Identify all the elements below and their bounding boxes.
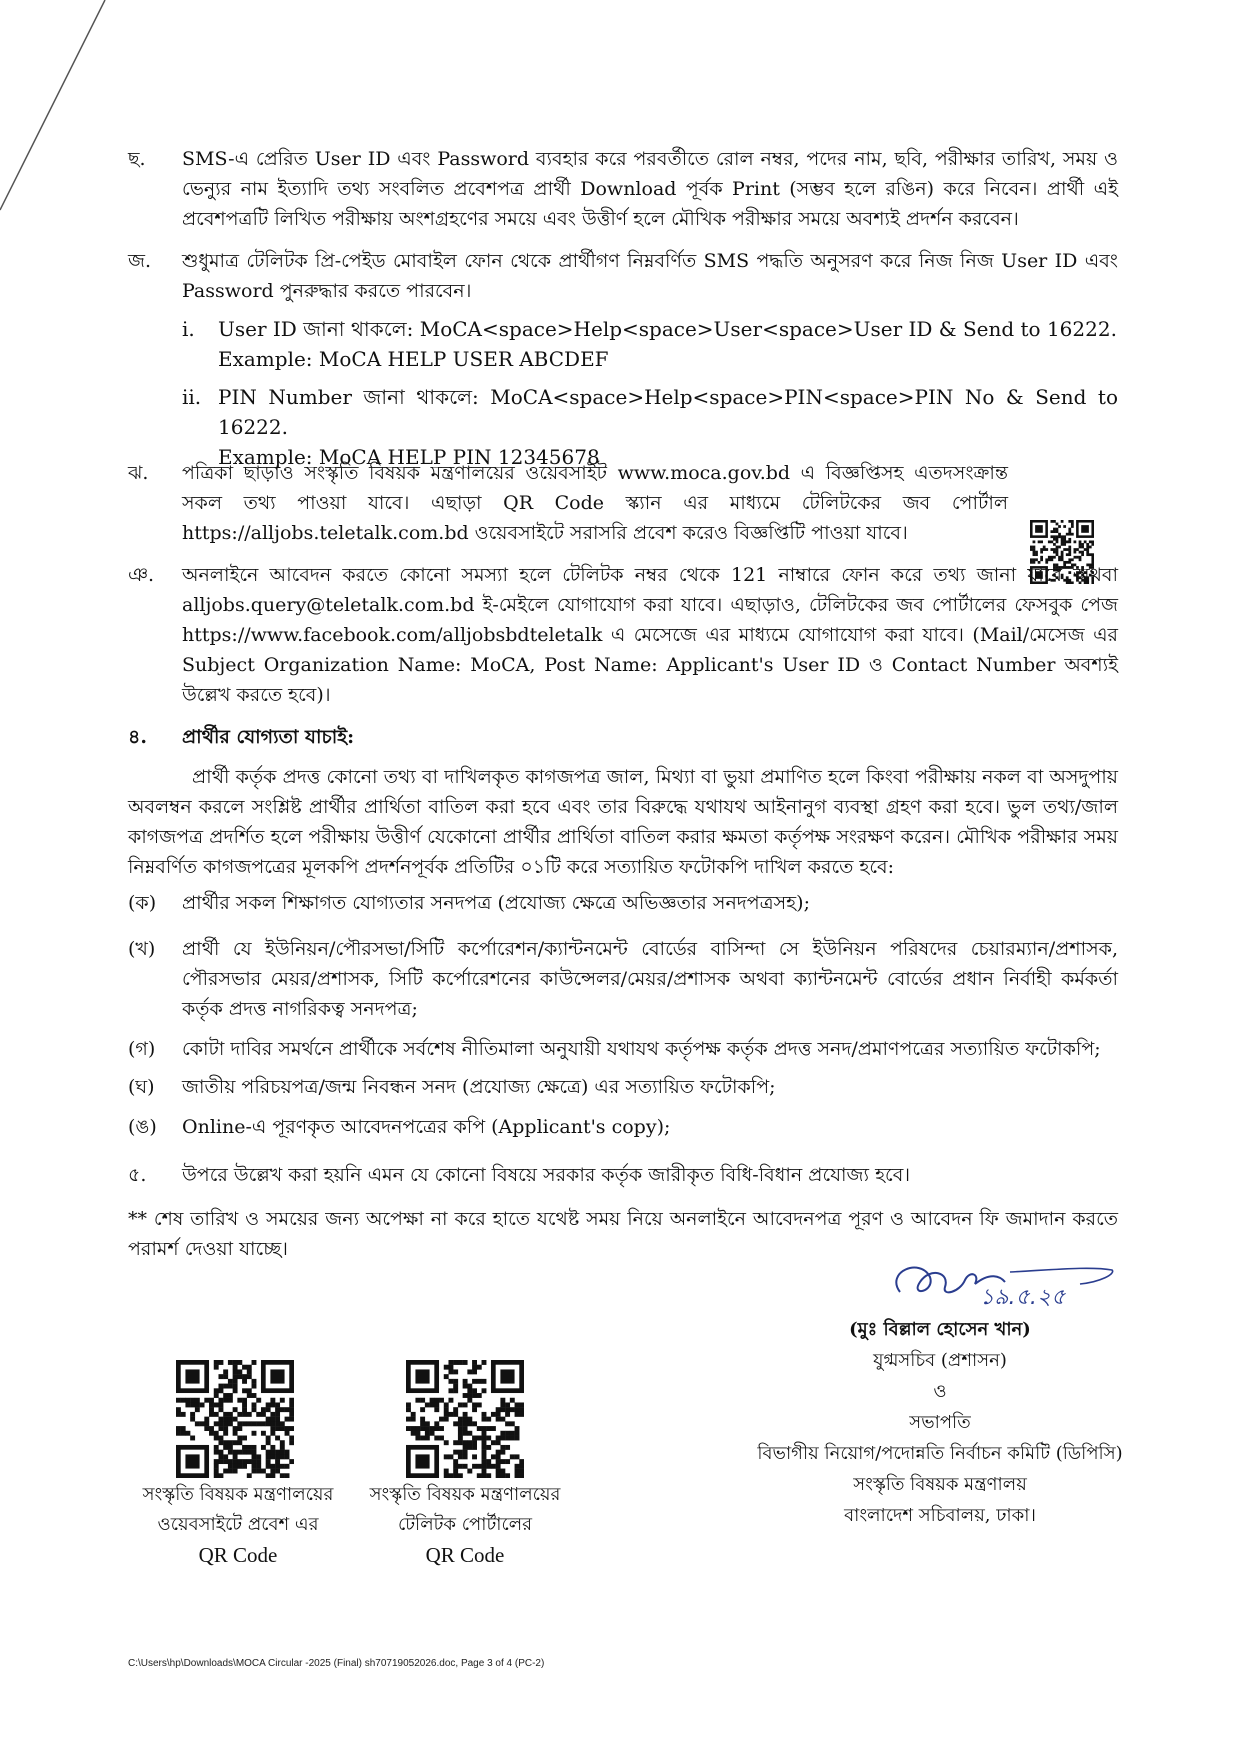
list-mark: (গ) bbox=[128, 1038, 156, 1060]
list-mark: (খ) bbox=[128, 938, 156, 960]
item-mark: ঞ. bbox=[128, 564, 155, 586]
sms-line: PIN Number জানা থাকলে: MoCA<space>Help<space>PIN<space>PIN No & Send to 16222. bbox=[218, 385, 1118, 439]
qr-caption-ministry bbox=[118, 1480, 358, 1570]
list-text: প্রার্থীর সকল শিক্ষাগত যোগ্যতার সনদপত্র (প্রযোজ্য ক্ষেত্রে অভিজ্ঞতার সনদপত্রসহ); bbox=[182, 892, 810, 914]
caption-line: টেলিটক পোর্টালের bbox=[397, 1514, 533, 1535]
signatory-ministry: সংস্কৃতি বিষয়ক মন্ত্রণালয় bbox=[853, 1474, 1027, 1495]
caption-line: সংস্কৃতি বিষয়ক মন্ত্রণালয়ের bbox=[142, 1484, 334, 1505]
item-jha bbox=[128, 458, 1008, 548]
list-text: জাতীয় পরিচয়পত্র/জন্ম নিবন্ধন সনদ (প্রযোজ্য ক্ষেত্রে) এর সত্যায়িত ফটোকপি; bbox=[182, 1076, 776, 1098]
sms-line: User ID জানা থাকলে: MoCA<space>Help<space>User<space>User ID & Send to 16222. bbox=[218, 317, 1117, 341]
item-mark: জ. bbox=[128, 250, 152, 272]
item-mark: ছ. bbox=[128, 148, 146, 170]
item-mark: ঝ. bbox=[128, 462, 149, 484]
section-four bbox=[128, 722, 1118, 752]
section-text: উপরে উল্লেখ করা হয়নি এমন যে কোনো বিষয়ে সরকার কর্তৃক জারীকৃত বিধি-বিধান প্রযোজ্য হবে। bbox=[182, 1164, 911, 1186]
note-text: ** শেষ তারিখ ও সময়ের জন্য অপেক্ষা না করে হাতে যথেষ্ট সময় নিয়ে অনলাইনে আবেদনপত্র পূরণ ও আবেদন ফি জমাদান করতে পরামর্শ দেওয়া যাচ্ছে। bbox=[128, 1208, 1118, 1260]
qr-code-ministry-website bbox=[176, 1360, 294, 1478]
item-text: পত্রিকা ছাড়াও সংস্কৃতি বিষয়ক মন্ত্রণালয়ের ওয়েবসাইট www.moca.gov.bd এ বিজ্ঞপ্তিসহ এতদসংক্রান্ত সকল তথ্য পাওয়া যাবে। এছাড়া QR Code স্ক্যান এর মাধ্যমে টেলিটকের জব পোর্টাল https://alljobs.teletalk.com.bd ওয়েবসাইটে সরাসরি প্রবেশ করেও বিজ্ঞপ্তিটি পাওয়া যাবে। bbox=[182, 462, 1008, 544]
sub-mark: ii. bbox=[182, 385, 202, 409]
list-mark: (ক) bbox=[128, 892, 157, 914]
sms-format-1 bbox=[182, 314, 1118, 374]
list-text: Online-এ পূরণকৃত আবেদনপত্রের কপি (Applicant's copy); bbox=[182, 1116, 671, 1138]
signature-date: ১৯.৫.২৫ bbox=[980, 1285, 1066, 1310]
signatory-name: (মুঃ বিল্লাল হোসেন খান) bbox=[849, 1319, 1031, 1340]
signatory-title: যুগ্মসচিব (প্রশাসন) bbox=[873, 1350, 1007, 1371]
list-item bbox=[128, 1072, 1118, 1102]
section-heading: প্রার্থীর যোগ্যতা যাচাই: bbox=[182, 726, 355, 748]
list-item bbox=[128, 1112, 1118, 1142]
list-item bbox=[128, 934, 1118, 1024]
section-four-paragraph bbox=[128, 762, 1118, 882]
list-text: কোটা দাবির সমর্থনে প্রার্থীকে সর্বশেষ নীতিমালা অনুযায়ী যথাযথ কর্তৃপক্ষ কর্তৃক প্রদত্ত সনদ/প্রমাণপত্রের সত্যায়িত ফটোকপি; bbox=[182, 1038, 1101, 1060]
document-footer: C:\Users\hp\Downloads\MOCA Circular -2025 (Final) sh70719052026.doc, Page 3 of 4 (PC-2) bbox=[128, 1658, 545, 1669]
item-cha bbox=[128, 144, 1118, 234]
signatory-role: সভাপতি bbox=[909, 1412, 971, 1433]
list-item bbox=[128, 1034, 1118, 1064]
caption-line: QR Code bbox=[425, 1543, 505, 1567]
sms-example: Example: MoCA HELP PIN 12345678 bbox=[218, 445, 600, 469]
qr-caption-teletalk bbox=[345, 1480, 585, 1570]
list-text: প্রার্থী যে ইউনিয়ন/পৌরসভা/সিটি কর্পোরেশন/ক্যান্টনমেন্ট বোর্ডের বাসিন্দা সে ইউনিয়ন পরিষদের চেয়ারম্যান/প্রশাসক, পৌরসভার মেয়র/প্রশাসক, সিটি কর্পোরেশনের কাউন্সেলর/মেয়র/প্রশাসক অথবা ক্যান্টনমেন্ট বোর্ডের প্রধান নির্বাহী কর্মকর্তা কর্তৃক প্রদত্ত নাগরিকত্ব সনদপত্র; bbox=[182, 938, 1118, 1020]
list-mark: (ঙ) bbox=[128, 1116, 157, 1138]
caption-line: সংস্কৃতি বিষয়ক মন্ত্রণালয়ের bbox=[369, 1484, 561, 1505]
scan-artifact bbox=[0, 0, 120, 230]
list-mark: (ঘ) bbox=[128, 1076, 155, 1098]
signatory-and: ও bbox=[933, 1381, 947, 1402]
sms-example: Example: MoCA HELP USER ABCDEF bbox=[218, 347, 609, 371]
sub-mark: i. bbox=[182, 317, 195, 341]
section-mark: ৪. bbox=[128, 726, 147, 748]
item-text: শুধুমাত্র টেলিটক প্রি-পেইড মোবাইল ফোন থেকে প্রার্থীগণ নিম্নবর্ণিত SMS পদ্ধতি অনুসরণ করে নিজ নিজ User ID এবং Password পুনরুদ্ধার করতে পারবেন। bbox=[182, 250, 1118, 302]
item-text: SMS-এ প্রেরিত User ID এবং Password ব্যবহার করে পরবর্তীতে রোল নম্বর, পদের নাম, ছবি, পরীক্ষার তারিখ, সময় ও ভেন্যুর নাম ইত্যাদি তথ্য সংবলিত প্রবেশপত্র প্রার্থী Download পূর্বক Print (সম্ভব হলে রঙিন) করে নিবেন। প্রার্থী এই প্রবেশপত্রটি লিখিত পরীক্ষায় অংশগ্রহণের সময়ে এবং উত্তীর্ণ হলে মৌখিক পরীক্ষার সময়ে অবশ্যই প্রদর্শন করবেন। bbox=[182, 148, 1118, 230]
item-text: অনলাইনে আবেদন করতে কোনো সমস্যা হলে টেলিটক নম্বর থেকে 121 নাম্বারে ফোন করে তথ্য জানা যাবে অথবা alljobs.query@teletalk.com.bd ই-মেইলে যোগাযোগ করা যাবে। এছাড়াও, টেলিটকের জব পোর্টালের ফেসবুক পেজ https://www.facebook.com/alljobsbdteletalk এ মেসেজে এর মাধ্যমে যোগাযোগ করা যাবে। (Mail/মেসেজ এর Subject Organization Name: MoCA, Post Name: Applicant's User ID ও Contact Number অবশ্যই উল্লেখ করতে হবে)। bbox=[182, 564, 1118, 706]
signature-block bbox=[700, 1314, 1180, 1531]
paragraph-text: প্রার্থী কর্তৃক প্রদত্ত কোনো তথ্য বা দাখিলকৃত কাগজপত্র জাল, মিথ্যা বা ভুয়া প্রমাণিত হলে কিংবা পরীক্ষায় নকল বা অসদুপায় অবলম্বন করলে সংশ্লিষ্ট প্রার্থীর প্রার্থিতা বাতিল করা হবে এবং তার বিরুদ্ধে যথাযথ আইনানুগ ব্যবস্থা গ্রহণ করা হবে। ভুল তথ্য/জাল কাগজপত্র প্রদর্শিত হলে পরীক্ষায় উত্তীর্ণ যেকোনো প্রার্থীর প্রার্থিতা বাতিল করার ক্ষমতা কর্তৃপক্ষ সংরক্ষণ করেন। মৌখিক পরীক্ষার সময় নিম্নবর্ণিত কাগজপত্রের মূলকপি প্রদর্শনপূর্বক প্রতিটির ০১টি করে সত্যায়িত ফটোকপি দাখিল করতে হবে: bbox=[128, 766, 1118, 878]
signatory-committee: বিভাগীয় নিয়োগ/পদোন্নতি নির্বাচন কমিটি (ডিপিসি) bbox=[757, 1443, 1123, 1464]
item-nya bbox=[128, 560, 1118, 710]
section-mark: ৫. bbox=[128, 1164, 147, 1186]
item-ja bbox=[128, 246, 1118, 472]
section-five bbox=[128, 1160, 1118, 1190]
caption-line: QR Code bbox=[198, 1543, 278, 1567]
handwritten-signature bbox=[880, 1252, 1120, 1316]
qr-code-teletalk-portal bbox=[406, 1360, 524, 1478]
caption-line: ওয়েবসাইটে প্রবেশ এর bbox=[157, 1514, 319, 1535]
list-item bbox=[128, 888, 1118, 918]
signatory-office: বাংলাদেশ সচিবালয়, ঢাকা। bbox=[844, 1505, 1036, 1526]
